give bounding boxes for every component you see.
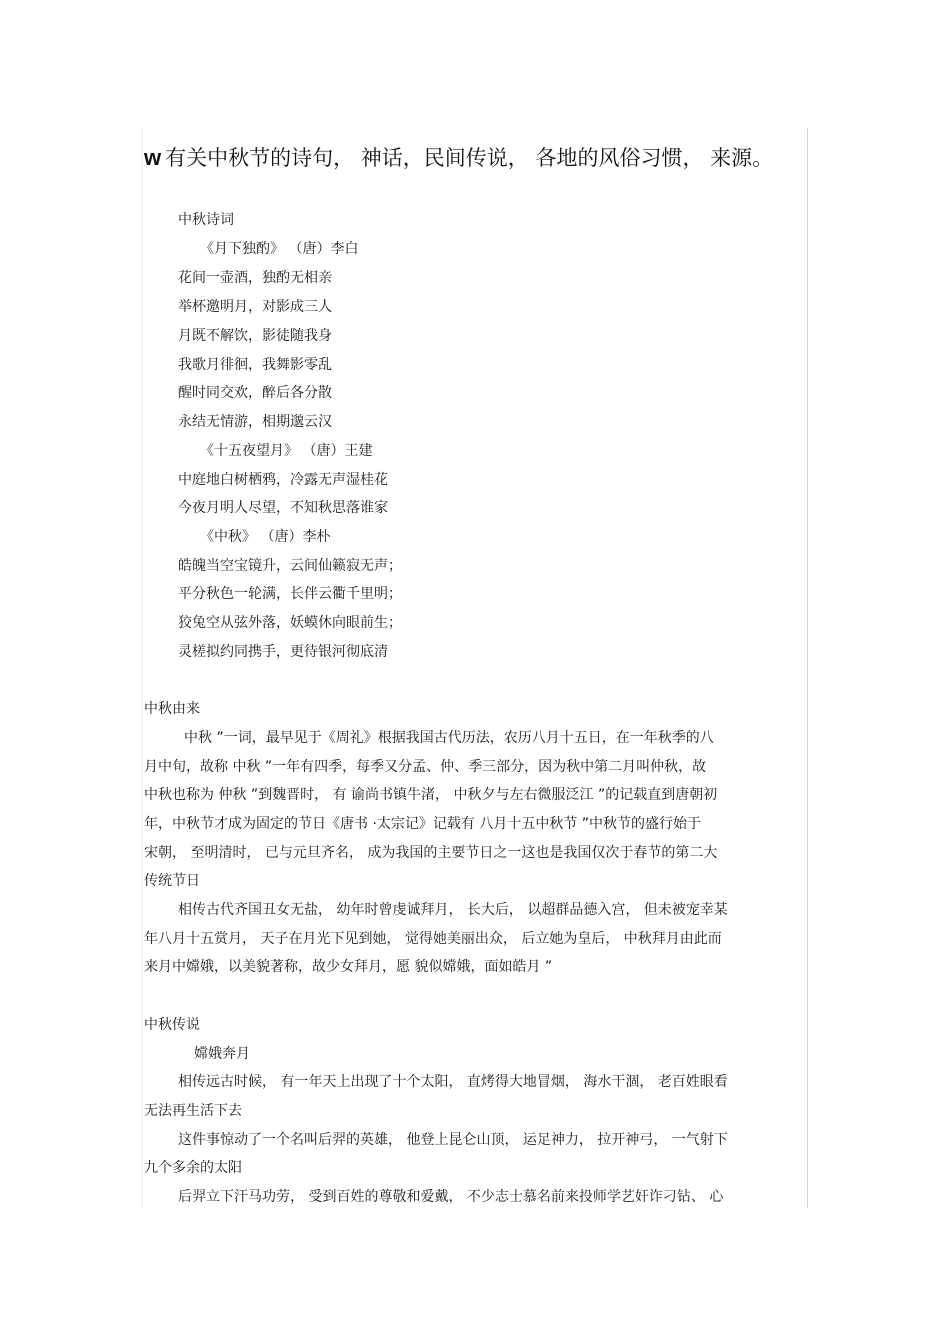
- poem-line: 皓魄当空宝镜升，云间仙籁寂无声；: [178, 558, 402, 574]
- poem-line: 醒时同交欢，醉后各分散: [178, 385, 332, 401]
- poem-line: 花间一壶酒，独酌无相亲: [178, 270, 332, 286]
- paragraph-line: 来月中嫦娥，以美貌著称，故少女拜月，愿 貌似嫦娥，面如皓月 ”: [144, 959, 553, 975]
- title-lead: w: [144, 145, 162, 170]
- paragraph-line: 相传远古时候， 有一年天上出现了十个太阳， 直烤得大地冒烟， 海水干涸， 老百姓眼看: [178, 1074, 728, 1090]
- paragraph-line: 月中旬，故称 中秋 ”一年有四季，每季又分孟、仲、季三部分，因为秋中第二月叫仲秋，故: [144, 759, 707, 775]
- poem-line: 中庭地白树栖鸦，冷露无声湿桂花: [178, 472, 388, 488]
- paragraph-line: 传统节日: [144, 873, 200, 889]
- document-title: [144, 140, 824, 176]
- paragraph-line: 年，中秋节才成为固定的节日《唐书 ·太宗记》记载有 八月十五中秋节 ”中秋节的盛行始于: [144, 816, 702, 832]
- paragraph-line: 中秋 ”一词，最早见于《周礼》根据我国古代历法，农历八月十五日，在一年秋季的八: [184, 730, 714, 746]
- poem-line: 我歌月徘徊，我舞影零乱: [178, 357, 332, 373]
- section-heading-origin: 中秋由来: [144, 701, 200, 717]
- paragraph-line: 九个多余的太阳: [144, 1160, 242, 1176]
- paragraph-line: 中秋也称为 仲秋 ”到魏晋时， 有 谕尚书镇牛渚， 中秋夕与左右微服泛江 ”的记载直到唐朝初: [144, 787, 718, 803]
- paragraph-line: 这件事惊动了一个名叫后羿的英雄， 他登上昆仑山顶， 运足神力， 拉开神弓， 一气射下: [178, 1132, 728, 1148]
- poem-title: 《月下独酌》 （唐）李白: [200, 241, 359, 257]
- title-text: 有关中秋节的诗句， 神话，民间传说， 各地的风俗习惯， 来源。: [165, 146, 774, 170]
- paragraph-line: 后羿立下汗马功劳， 受到百姓的尊敬和爱戴， 不少志士慕名前来投师学艺奸诈刁钻、 心: [178, 1189, 724, 1205]
- section-heading-poems: 中秋诗词: [178, 212, 234, 228]
- poem-line: 永结无情游，相期邈云汉: [178, 414, 332, 430]
- poem-line: 狡兔空从弦外落，妖蟆休向眼前生；: [178, 615, 402, 631]
- paragraph-line: 宋朝， 至明清时， 已与元旦齐名， 成为我国的主要节日之一这也是我国仅次于春节的第二大: [144, 845, 718, 861]
- section-heading-legend: 中秋传说: [144, 1017, 200, 1033]
- paragraph-line: 年八月十五赏月， 天子在月光下见到她， 觉得她美丽出众， 后立她为皇后， 中秋拜月由此而: [144, 931, 722, 947]
- paragraph-line: 相传古代齐国丑女无盐， 幼年时曾虔诚拜月， 长大后， 以超群品德入宫， 但未被宠幸某: [178, 902, 728, 918]
- poem-line: 举杯邀明月，对影成三人: [178, 299, 332, 315]
- paragraph-line: 无法再生活下去: [144, 1103, 242, 1119]
- poem-title: 《中秋》 （唐）李朴: [200, 529, 331, 545]
- poem-line: 平分秋色一轮满，长伴云衢千里明；: [178, 586, 402, 602]
- poem-title: 《十五夜望月》 （唐）王建: [200, 443, 373, 459]
- subheading: 嫦娥奔月: [194, 1046, 250, 1062]
- poem-line: 月既不解饮，影徒随我身: [178, 328, 332, 344]
- poem-line: 灵槎拟约同携手，更待银河彻底清: [178, 644, 388, 660]
- poem-line: 今夜月明人尽望，不知秋思落谁家: [178, 500, 388, 516]
